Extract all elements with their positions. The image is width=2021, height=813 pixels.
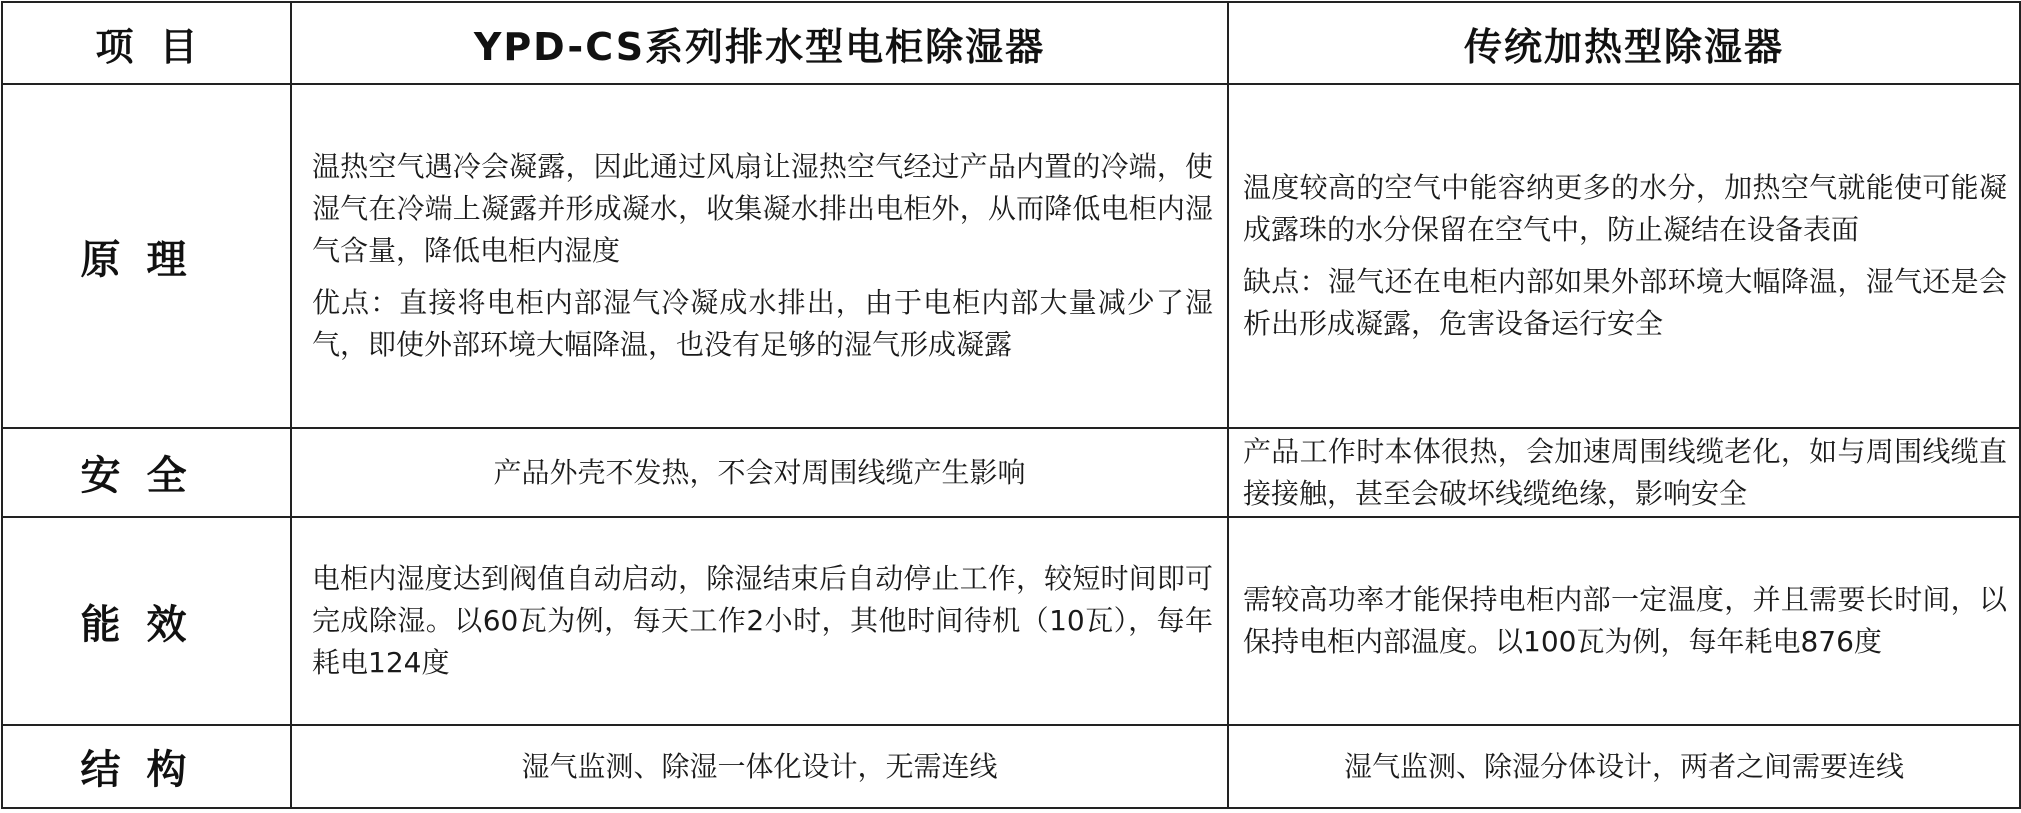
principle-traditional-disadvantage: 缺点：湿气还在电柜内部如果外部环境大幅降温，湿气还是会析出形成凝露，危害设备运行安全 (1243, 265, 2007, 340)
energy-traditional-cell (1228, 517, 2020, 725)
table-row-structure (2, 725, 2020, 808)
principle-traditional-description: 温度较高的空气中能容纳更多的水分，加热空气就能使可能凝成露珠的水分保留在空气中，防止凝结在设备表面 (1243, 171, 2007, 246)
structure-ypd-text: 湿气监测、除湿一体化设计，无需连线 (521, 749, 998, 783)
table-row-energy-efficiency (2, 517, 2020, 725)
energy-traditional-text: 需较高功率才能保持电柜内部一定温度，并且需要长时间，以保持电柜内部温度。以100瓦为例，每年耗电876度 (1243, 583, 2007, 658)
energy-ypd-text: 电柜内湿度达到阀值自动启动，除湿结束后自动停止工作，较短时间即可完成除湿。以60瓦为例，每天工作2小时，其他时间待机（10瓦），每年耗电124度 (312, 562, 1213, 679)
row-label-structure: 结构 (2, 725, 291, 808)
row-label-safety: 安全 (2, 428, 291, 517)
principle-ypd-cell (291, 84, 1228, 428)
structure-ypd-cell (291, 725, 1228, 808)
principle-ypd-advantage: 优点：直接将电柜内部湿气冷凝成水排出，由于电柜内部大量减少了湿气，即使外部环境大幅降温，也没有足够的湿气形成凝露 (312, 286, 1213, 361)
row-label-energy-efficiency: 能效 (2, 517, 291, 725)
principle-traditional-cell (1228, 84, 2020, 428)
energy-ypd-cell (291, 517, 1228, 725)
principle-ypd-description: 温热空气遇冷会凝露，因此通过风扇让湿热空气经过产品内置的冷端，使湿气在冷端上凝露并形成凝水，收集凝水排出电柜外，从而降低电柜内湿气含量，降低电柜内湿度 (312, 150, 1213, 267)
table-row-safety (2, 428, 2020, 517)
structure-traditional-text: 湿气监测、除湿分体设计，两者之间需要连线 (1343, 749, 1904, 783)
comparison-table (1, 1, 2021, 809)
header-ypd-cs-dehumidifier: YPD-CS系列排水型电柜除湿器 (291, 2, 1228, 84)
structure-traditional-cell (1228, 725, 2020, 808)
safety-ypd-text: 产品外壳不发热，不会对周围线缆产生影响 (493, 455, 1026, 489)
table-row-principle (2, 84, 2020, 428)
header-traditional-heating-dehumidifier: 传统加热型除湿器 (1228, 2, 2020, 84)
safety-traditional-text: 产品工作时本体很热，会加速周围线缆老化，如与周围线缆直接接触，甚至会破坏线缆绝缘，影响安全 (1243, 434, 2007, 510)
safety-traditional-cell (1228, 428, 2020, 517)
row-label-principle: 原理 (2, 84, 291, 428)
safety-ypd-cell (291, 428, 1228, 517)
header-item: 项目 (2, 2, 291, 84)
table-header-row (2, 2, 2020, 84)
